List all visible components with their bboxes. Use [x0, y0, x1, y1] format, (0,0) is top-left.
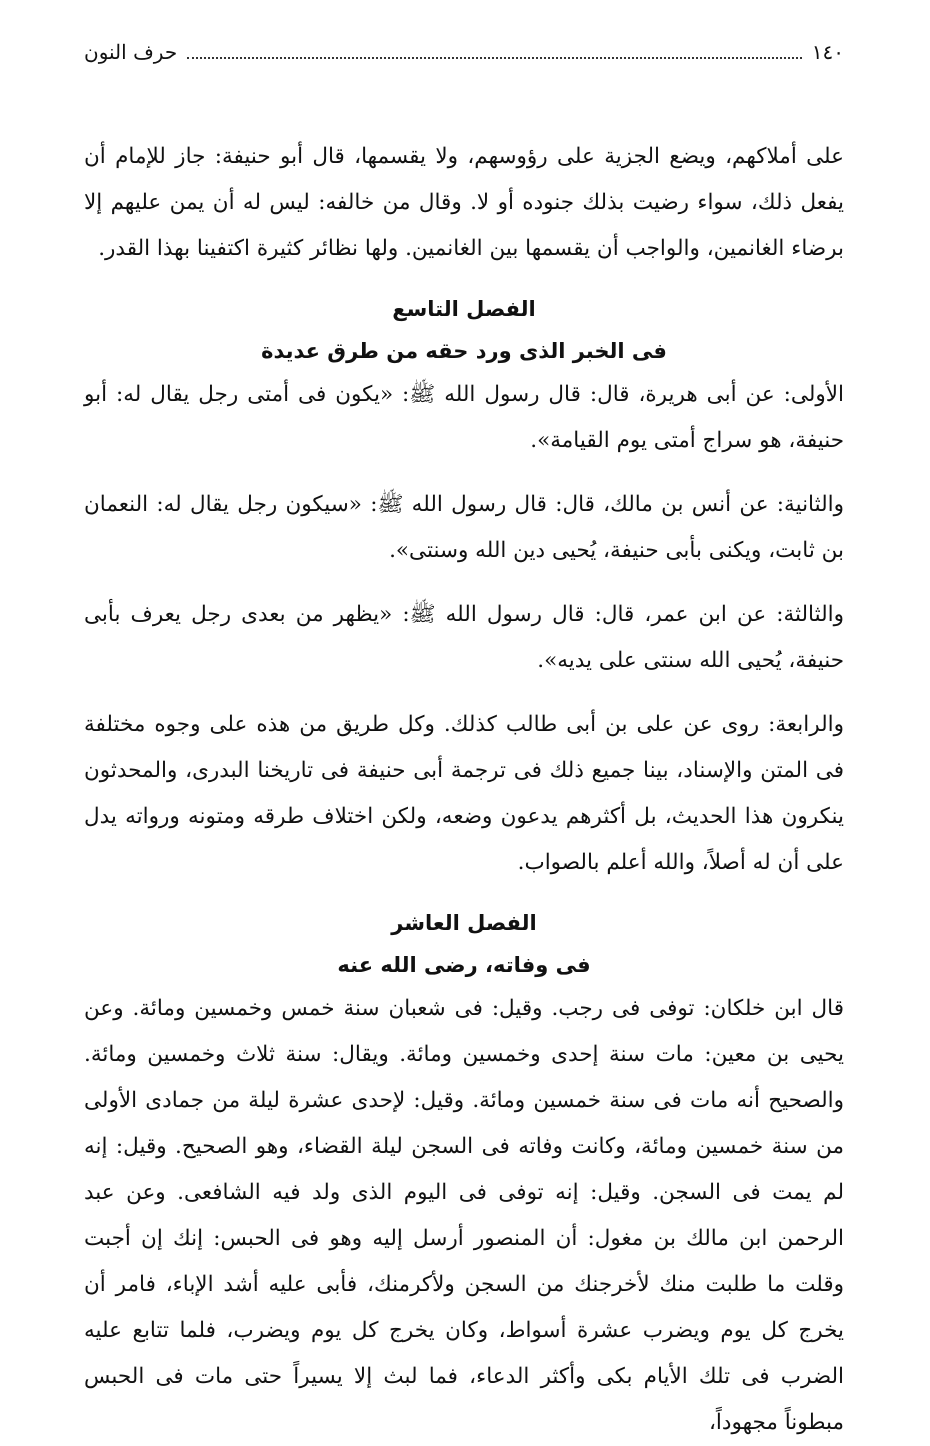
- body-paragraph: على أملاكهم، ويضع الجزية على رؤوسهم، ولا يقسمها، قال أبو حنيفة: جاز للإمام أن يفعل ذلك، سواء رضيت بذلك جنوده أو لا. وقال من خالفه: ليس له أن يمن عليهم إلا برضاء الغانمين، والواجب أن يقسمها بين الغانمين. ولها نظائر كثيرة اكتفينا بهذا القدر.: [84, 144, 844, 261]
- hadith-paragraph: والثالثة: عن ابن عمر، قال: قال رسول الله ﷺ: «يظهر من بعدى رجل يعرف بأبى حنيفة، يُحيى الله سنتى على يديه».: [84, 602, 844, 673]
- chapter-subheading: فى وفاته، رضى الله عنه: [337, 953, 591, 977]
- running-title: حرف النون: [84, 40, 178, 64]
- body-paragraph: قال ابن خلكان: توفى فى رجب. وقيل: فى شعبان سنة خمس وخمسين ومائة. وعن يحيى بن معين: مات سنة إحدى وخمسين ومائة. ويقال: سنة ثلاث وخمسين ومائة. والصحيح أنه مات فى سنة خمسين ومائة. وقيل: لإحدى عشرة ليلة من جمادى الأولى من سنة خمسين ومائة، وكانت وفاته فى السجن ليلة القضاء، وهو الصحيح. وقيل: إنه لم يمت فى السجن. وقيل: إنه توفى فى اليوم الذى ولد فيه الشافعى. وعن عبد الرحمن ابن مالك بن مغول: أن المنصور أرسل إليه وهو فى الحبس: إنك إن أجبت وقلت ما طلبت منك لأخرجنك من السجن ولأكرمنك، فأبى عليه أشد الإباء، فامر أن يخرج كل يوم ويضرب عشرة أسواط، وكان يخرج كل يوم ويضرب، فلما تتابع عليه الضرب فى تلك الأيام بكى وأكثر الدعاء، فما لبث إلا يسيراً حتى مات فى الحبس مبطوناً مجهوداً،: [84, 996, 844, 1435]
- book-page: [84, 40, 844, 1446]
- chapter-subheading: فى الخبر الذى ورد حقه من طرق عديدة: [261, 339, 667, 363]
- hadith-paragraph: الأولى: عن أبى هريرة، قال: قال رسول الله ﷺ: «يكون فى أمتى رجل يقال له: أبو حنيفة، هو سراج أمتى يوم القيامة».: [84, 382, 844, 453]
- header-dot-leader: [187, 56, 802, 59]
- chapter-heading: الفصل العاشر: [391, 911, 537, 935]
- chapter-heading: الفصل التاسع: [392, 297, 536, 321]
- page-number: ١٤٠: [811, 40, 844, 64]
- page-header: [84, 40, 844, 78]
- body-paragraph: والرابعة: روى عن على بن أبى طالب كذلك. وكل طريق من هذه على وجوه مختلفة فى المتن والإسناد، بينا جميع ذلك فى ترجمة أبى حنيفة فى تاريخنا البدرى، والمحدثون ينكرون هذا الحديث، بل أكثرهم يدعون وضعه، ولكن اختلاف طرقه ومتونه ورواته يدل على أن له أصلاً، والله أعلم بالصواب.: [84, 712, 845, 875]
- hadith-paragraph: والثانية: عن أنس بن مالك، قال: قال رسول الله ﷺ: «سيكون رجل يقال له: النعمان بن ثابت، ويكنى بأبى حنيفة، يُحيى دين الله وسنتى».: [84, 492, 844, 563]
